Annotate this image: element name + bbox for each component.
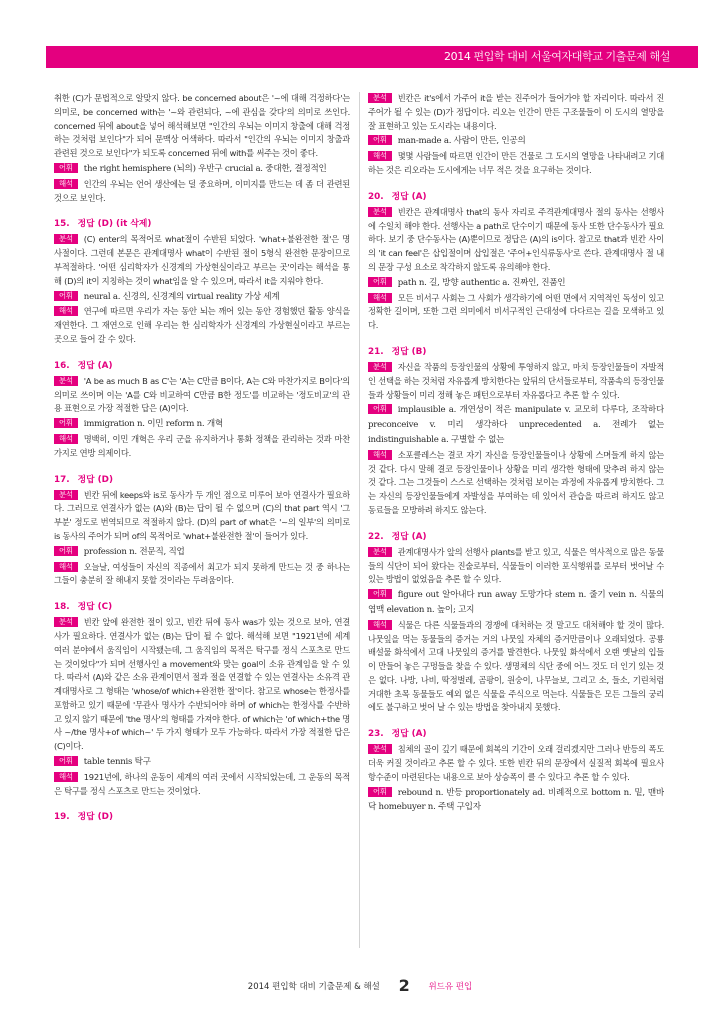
explanation-block [54,616,350,754]
question-heading [368,190,664,204]
section-tag: 어휘 [54,163,78,173]
section-tag: 해석 [54,772,78,782]
question-number: 18. [54,602,70,613]
left-column [54,92,350,948]
paragraph-text: 명백히, 이민 개혁은 우리 군을 유지하거나 통화 정책을 관리하는 것과 마찬가지로 연방 의제이다. [54,433,350,458]
answer-label: 정답 (D) [77,812,113,823]
explanation-block [54,433,350,461]
paragraph-text: 소포클레스는 결코 자기 자신을 등장인물들이나 상황에 스며들게 하지 않는 것 같다. 다시 말해 결코 등장인물이나 상황을 미리 생각한 형태에 맞추려 하지 않는 것 같다. 그는 그것들이 스스로 선택하는 것처럼 보이는 과정에 자유롭게 방치한다. 그는 자신의 등장인물들에게 자발성을 부여하는 데 있어서 관습을 따르려 하지도 않고 동료들을 모방하려 하지도 않는다. [368,449,664,515]
explanation-block [368,206,664,275]
question-number: 23. [368,729,384,740]
paragraph-text: 1921년에, 하나의 운동이 세계의 여러 곳에서 시작되었는데, 그 운동의 목적은 탁구를 정식 스포츠로 만드는 것이었다. [54,771,350,796]
section-tag: 어휘 [368,404,392,414]
footer-brand: 위드유 편입 [428,982,473,992]
section-tag: 어휘 [54,546,78,556]
paragraph-text: path n. 길, 방향 authentic a. 진짜인, 진품인 [397,277,566,288]
explanation-block [54,178,350,206]
paragraph-text: 인간의 우뇌는 언어 생산에는 덜 중요하며, 이미지를 만드는 데 좀 더 관련된 것으로 보인다. [54,178,350,203]
explanation-block [368,743,664,784]
question-heading [54,473,350,487]
paragraph-text: the right hemisphere (뇌의) 우반구 crucial a. 중대한, 결정적인 [83,163,327,174]
paragraph-text: man-made a. 사람이 만든, 인공의 [397,136,526,147]
paragraph-text: 연구에 따르면 우리가 자는 동안 뇌는 깨어 있는 동안 경험했던 활동 양식을 재연한다. 그 재연으로 인해 우리는 한 심리학자가 신경계의 가상현실이라고 부르는 곳으로 들어 갈 수 있다. [54,306,350,344]
explanation-block [54,233,350,288]
page-number: 2 [398,976,410,995]
explanation-block [54,305,350,346]
section-tag: 어휘 [54,291,78,301]
text-paragraph [54,92,350,161]
section-tag: 어휘 [368,135,392,145]
right-column [368,92,664,948]
question-number: 21. [368,346,384,357]
paragraph-text: 자신을 작품의 등장인물의 상황에 투영하지 않고, 마치 등장인물들이 자발적인 선택을 하는 것처럼 자유롭게 방치한다는 앞뒤의 단서들로부터, 작품속의 등장인물들과 상황들이 미리 정해 놓은 패턴으로부터 자유롭다고 추론 할 수 있다. [368,361,664,400]
question-number: 19. [54,812,70,823]
column-divider [359,92,360,948]
question-heading [368,727,664,741]
section-tag: 분석 [368,547,392,557]
paragraph-text: 빈칸 앞에 완전한 절이 있고, 빈칸 뒤에 동사 was가 있는 것으로 보아, 연결사가 필요하다. 연결사가 없는 (B)는 답이 될 수 없다. 해석해 보면 "1921년에 세계 여러 분야에서 움직임이 시작됐는데, 그 움직임의 목적은 탁구를 정식 스포츠로 만드는 것이었다"가 되며 선행사인 a movement와 맞는 goal이 소유 관계임을 알 수 있다. 따라서 (A)와 같은 소유 관계이면서 절과 절을 연결할 수 있는 연결사는 소유격 관계대명사로 그 형태는 'whose/of which+완전한 절'이다. 참고로 whose는 한정사를 포함하고 있기 때문에 '무관사 명사가 수반되어야 하며 of which는 한정사를 수반하고 있지 않기 때문에 'the 명사'의 형태를 가져야 한다. of which는 'of which+the 명사 ~/the 명사+of which~' 두 가지 형태가 모두 가능하다. 따라서 가장 적절한 답은 (C)이다. [54,617,350,752]
section-tag: 분석 [368,207,392,217]
explanation-block [368,588,664,618]
section-tag: 분석 [368,744,392,754]
explanation-block [368,150,664,178]
question-heading [54,359,350,373]
answer-label: 정답 (D) (it 삭제) [77,219,152,230]
paragraph-text: neural a. 신경의, 신경계의 virtual reality 가상 세계 [83,291,280,302]
question-number: 15. [54,219,70,230]
question-number: 16. [54,360,70,371]
explanation-block [368,134,664,149]
paragraph-text: 모든 비서구 사회는 그 사회가 생각하기에 어떤 면에서 지역적인 독성이 있고 정확한 길이며, 또한 그런 의미에서 비서구적인 근대성에 다다르는 길을 모색하고 있다. [368,292,664,331]
paragraph-text: 빈칸 뒤에 keeps와 is로 동사가 두 개인 점으로 미루어 보아 연결사가 필요하다. 그러므로 연결사가 없는 (A)와 (B)는 답이 될 수 없으며 (C)의 that part 역시 '그 부분' 정도로 번역되므로 적절하지 않다. (D)의 part of what은 '~의 일부'의 의미로 is 동사의 주어가 되며 of의 목적어로 'what+불완전한 절'이 들어가 있다. [54,489,350,541]
section-tag: 해석 [368,151,392,161]
question-heading [54,600,350,614]
question-number: 22. [368,531,384,542]
paragraph-text: profession n. 전문직, 직업 [83,546,185,557]
answer-label: 정답 (A) [391,729,427,740]
explanation-block [54,545,350,560]
answer-label: 정답 (D) [77,474,113,485]
section-tag: 어휘 [368,589,392,599]
footer [0,976,720,995]
section-tag: 분석 [54,376,78,386]
section-tag: 해석 [54,562,78,572]
section-tag: 분석 [54,490,78,500]
section-tag: 분석 [54,234,78,244]
explanation-block [368,292,664,333]
header-bar [46,46,698,68]
question-number: 17. [54,474,70,485]
explanation-block [368,619,664,716]
explanation-block [54,561,350,589]
paragraph-text: 식물은 다른 식물들과의 경쟁에 대처하는 것 말고도 대처해야 할 것이 많다. 나뭇잎을 먹는 동물들의 증거는 거의 나뭇잎 자체의 증거만큼이나 오래되었다. 공룡 배설물 화석에서 고대 나뭇잎의 증거를 발견한다. 나뭇잎 화석에서 오랜 옛날의 입들이 만들어 놓은 구멍들을 찾을 수 있다. 생명체의 식단 중에 어느 것도 더 인기 있는 것은 없다. 나방, 나비, 딱정벌레, 곰팡이, 원숭이, 나무늘보, 그리고 소, 들소, 기린처럼 거대한 초목 동물들도 예외 없은 식물을 주식으로 먹는다. 식물들은 모든 그들의 궁리에도 불구하고 벗어 날 수 있는 방법을 찾아내지 못했다. [368,619,664,713]
explanation-block [54,489,350,544]
paragraph-text: 빈칸은 관계대명사 that의 동사 자리로 주격관계대명사 절의 동사는 선행사에 수일치 해야 한다. 선행사는 a path로 단수이기 때문에 동사 또한 단수동사가 필요하다. 보기 중 단수동사는 (A)뿐이므로 정답은 (A)의 is이다. 참고로 that과 빈칸 사이의 'it can feel'은 삽입절이며 삽입절은 '주어+인식류동사'로 쓴다. 관계대명사 절 내의 문장 구성 요소로 착각하지 않도록 유의해야 한다. [368,206,664,272]
explanation-block [368,276,664,291]
answer-label: 정답 (A) [391,531,427,542]
header-title: 2014 편입학 대비 서울여자대학교 기출문제 해설 [444,50,670,63]
answer-label: 정답 (C) [77,602,113,613]
paragraph-text: figure out 알아내다 run away 도망가다 stem n. 줄기 vein n. 식물의 엽맥 elevation n. 높이; 고지 [368,590,664,615]
explanation-block [54,162,350,177]
explanation-block [54,417,350,432]
explanation-block [368,403,664,447]
paragraph-text: (C) enter의 목적어로 what절이 수반된 되었다. 'what+불완전한 절'은 명사절이다. 그런데 본문은 관계대명사 what이 수반된 절이 5형식 완전한 문장이므로 부적절하다. '어떤 심리학자가 신경계의 가상현실이라고 부르는 곳'이라는 해석을 통해 (D)의 it이 지칭하는 것이 what임을 알 수 있으며, 따라서 it을 지워야 한다. [54,234,350,286]
explanation-block [368,786,664,816]
section-tag: 어휘 [368,787,392,797]
explanation-block [54,755,350,770]
section-tag: 해석 [368,620,392,630]
section-tag: 어휘 [368,277,392,287]
paragraph-text: table tennis 탁구 [83,757,151,768]
section-tag: 분석 [54,617,78,627]
paragraph-text: 취한 (C)가 문법적으로 알맞지 않다. be concerned about은 '~에 대해 걱정하다'는 의미로, be concerned with는 '~와 관련되다, ~에 관심을 갖다'의 의미로 쓰인다. concerned 뒤에 about을 넣어 해석해보면 "인간의 우뇌는 이미지 창출에 대해 걱정하는 것처럼 보인다"가 되어 문맥상 어색하다. 따라서 "인간의 우뇌는 이미지 창출과 관련된 것으로 보인다"가 되도록 concerned 뒤에 with를 써주는 것이 좋다. [54,93,350,159]
question-heading [54,810,350,824]
section-tag: 어휘 [54,418,78,428]
answer-label: 정답 (B) [391,346,427,357]
paragraph-text: 몇몇 사람들에 따르면 인간이 만든 건물로 그 도시의 열망을 나타내려고 기대하는 것은 리오라는 도시에게는 너무 적은 것을 요구하는 것이다. [368,151,664,175]
paragraph-text: 관계대명사가 앞의 선행사 plants를 받고 있고, 식물은 역사적으로 많은 동물들의 식단이 되어 왔다는 진술로부터, 식물들이 이러한 포식행위를 로부터 벗어날 수 있는 방법이 없었음을 추론 할 수 있다. [368,546,664,585]
paragraph-text: 침체의 골이 깊기 때문에 회복의 기간이 오래 걸리겠지만 그러나 반등의 폭도 더욱 커질 것이라고 추론 할 수 있다. 또한 빈칸 뒤의 문장에서 실질적 회복에 필요사항수준이 마련된다는 내용으로 보아 상승폭이 클 수 있다고 추론 할 수 있다. [368,744,664,782]
explanation-block [368,449,664,518]
footer-title: 2014 편입학 대비 기출문제 & 해설 [247,982,380,992]
question-heading [368,345,664,359]
question-heading [368,530,664,544]
explanation-block [368,92,664,133]
section-tag: 해석 [368,450,392,460]
paragraph-text: rebound n. 반등 proportionately ad. 비례적으로 bottom n. 밑, 맨바닥 homebuyer n. 주택 구입자 [368,787,664,813]
question-heading [54,217,350,231]
explanation-block [54,290,350,305]
paragraph-text: immigration n. 이민 reform n. 개혁 [83,419,223,430]
paragraph-text: implausible a. 개연성이 적은 manipulate v. 교모히 다루다, 조작하다 preconceive v. 미리 생각하다 unprecedented a. 전례가 없는 indistinguishable a. 구별할 수 없는 [368,405,664,445]
section-tag: 어휘 [54,756,78,766]
paragraph-text: 'A be as much B as C'는 'A는 C만큼 B이다, A는 C와 마찬가지로 B이다'의 의미로 쓰이며 이는 'A를 C와 비교하여 C만큼 B한 정도'를 비교하는 '정도비교'의 관용 표현으로 가장 적절한 답은 (A)이다. [54,375,350,414]
section-tag: 해석 [54,306,78,316]
section-tag: 해석 [54,434,78,444]
explanation-block [54,375,350,416]
section-tag: 해석 [54,179,78,189]
answer-label: 정답 (A) [391,191,427,202]
question-number: 20. [368,191,384,202]
paragraph-text: 빈칸은 it's에서 가주어 it을 받는 진주어가 들어가야 할 자리이다. 따라서 진주어가 될 수 있는 (D)가 정답이다. 리오는 인간이 만든 구조물들이 이 도시의 열망을 잘 표현하고 있는 도시라는 내용이다. [368,93,664,131]
section-tag: 분석 [368,93,392,103]
section-tag: 해석 [368,293,392,303]
explanation-block [368,546,664,587]
explanation-block [54,771,350,799]
answer-label: 정답 (A) [77,360,113,371]
paragraph-text: 오늘날, 여성들이 자신의 직종에서 최고가 되지 못하게 만드는 것 중 하나는 그들이 충분히 잘 해내지 못할 것이라는 두려움이다. [54,561,350,586]
section-tag: 분석 [368,362,392,372]
explanation-block [368,361,664,402]
